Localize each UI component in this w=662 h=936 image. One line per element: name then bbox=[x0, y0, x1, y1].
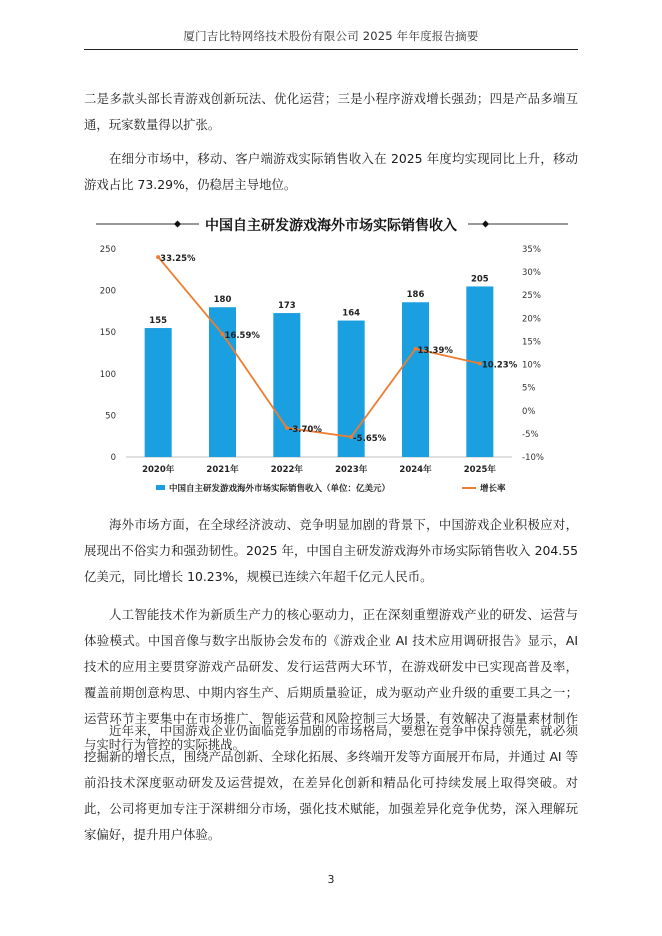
title-diamond-left bbox=[174, 221, 181, 228]
y-right-tick-label: 15% bbox=[522, 337, 541, 348]
chart-title: 中国自主研发游戏海外市场实际销售收入 bbox=[205, 218, 457, 234]
y-right-tick-label: 10% bbox=[522, 360, 541, 371]
growth-rate-label: 33.25% bbox=[160, 254, 196, 265]
x-tick-label: 2022年 bbox=[270, 465, 303, 475]
growth-rate-label: -3.70% bbox=[288, 424, 322, 435]
bar bbox=[273, 313, 300, 457]
y-right-tick-label: 25% bbox=[522, 291, 541, 302]
title-diamond-right bbox=[482, 221, 489, 228]
y-right-tick-label: 30% bbox=[522, 268, 541, 279]
bar-value-label: 186 bbox=[406, 290, 425, 301]
bar-value-label: 180 bbox=[213, 295, 232, 306]
paragraph-1: 二是多款头部长青游戏创新玩法、优化运营；三是小程序游戏增长强劲；四是产品多端互通，玩家数量得以扩张。 bbox=[84, 91, 578, 132]
legend-label-line: 增长率 bbox=[480, 484, 506, 494]
bar-value-label: 164 bbox=[342, 308, 361, 319]
y-right-tick-label: -10% bbox=[522, 453, 544, 463]
report-header: 厦门吉比特网络技术股份有限公司 2025 年年度报告摘要 bbox=[183, 29, 479, 43]
growth-rate-label: 16.59% bbox=[224, 331, 260, 342]
header-rule bbox=[84, 49, 578, 50]
chart-svg bbox=[84, 205, 578, 505]
y-left-tick-label: 0 bbox=[110, 453, 116, 463]
growth-rate-label: -5.65% bbox=[353, 433, 387, 444]
y-right-tick-label: -5% bbox=[522, 429, 539, 440]
bar bbox=[145, 328, 172, 457]
x-tick-label: 2020年 bbox=[142, 465, 175, 475]
y-right-tick-label: 35% bbox=[522, 245, 541, 255]
y-right-tick-label: 20% bbox=[522, 314, 541, 325]
bar bbox=[402, 302, 429, 457]
growth-rate-label: 13.39% bbox=[417, 345, 453, 356]
legend-swatch-bar bbox=[156, 485, 165, 490]
growth-rate-label: 10.23% bbox=[481, 360, 518, 371]
bar-value-label: 173 bbox=[277, 301, 296, 312]
chart-legend bbox=[156, 483, 506, 494]
y-right-tick-label: 5% bbox=[522, 383, 536, 394]
x-tick-label: 2025年 bbox=[463, 465, 496, 475]
y-left-tick-label: 50 bbox=[105, 411, 116, 422]
y-right-tick-label: 0% bbox=[522, 406, 536, 417]
x-tick-label: 2023年 bbox=[335, 465, 368, 475]
paragraph-3: 海外市场方面，在全球经济波动、竞争明显加剧的背景下，中国游戏企业积极应对，展现出不俗实力和强劲韧性。2025 年，中国自主研发游戏海外市场实际销售收入 204.55 亿美元，同比增长 10.23%，规模已连续六年超千亿元人民币。 bbox=[84, 517, 578, 584]
y-left-tick-label: 100 bbox=[99, 369, 116, 380]
paragraph-4: 人工智能技术作为新质生产力的核心驱动力，正在深刻重塑游戏产业的研发、运营与体验模式。中国音像与数字出版协会发布的《游戏企业 AI 技术应用调研报告》显示，AI 技术的应用主要贯穿游戏产品研发、发行运营两大环节，在游戏研发中已实现高普及率，覆盖前期创意构思、中期内容生产、后期质量验证，成为驱动产业升级的重要工具之一；运营环节主要集中在市场推广、智能运营和风险控制三大场景，有效解决了海量素材制作与实时行为管控的实际挑战。 bbox=[84, 607, 578, 752]
paragraph-2: 在细分市场中，移动、客户端游戏实际销售收入在 2025 年度均实现同比上升，移动游戏占比 73.29%，仍稳居主导地位。 bbox=[84, 151, 578, 192]
y-left-tick-label: 200 bbox=[99, 286, 116, 297]
bar bbox=[209, 307, 236, 457]
legend-label-bar: 中国自主研发游戏海外市场实际销售收入（单位：亿美元） bbox=[169, 484, 391, 494]
x-tick-label: 2024年 bbox=[399, 465, 432, 475]
chart bbox=[84, 205, 578, 505]
y-left-tick-label: 250 bbox=[99, 245, 116, 255]
bar-value-label: 205 bbox=[470, 274, 489, 285]
page-number: 3 bbox=[327, 873, 335, 886]
y-left-tick-label: 150 bbox=[99, 328, 116, 339]
paragraph-5: 近年来，中国游戏企业仍面临竞争加剧的市场格局，要想在竞争中保持领先，就必须挖掘新的增长点，围绕产品创新、全球化拓展、多终端开发等方面展开布局，并通过 AI 等前沿技术深度驱动研发及运营提效，在差异化创新和精品化可持续发展上取得突破。对此，公司将更加专注于深耕细分市场，强化技术赋能，加强差异化竞争优势，深入理解玩家偏好，提升用户体验。 bbox=[84, 723, 578, 842]
bar bbox=[466, 286, 493, 457]
x-tick-label: 2021年 bbox=[206, 465, 239, 475]
bar-value-label: 155 bbox=[149, 316, 168, 327]
